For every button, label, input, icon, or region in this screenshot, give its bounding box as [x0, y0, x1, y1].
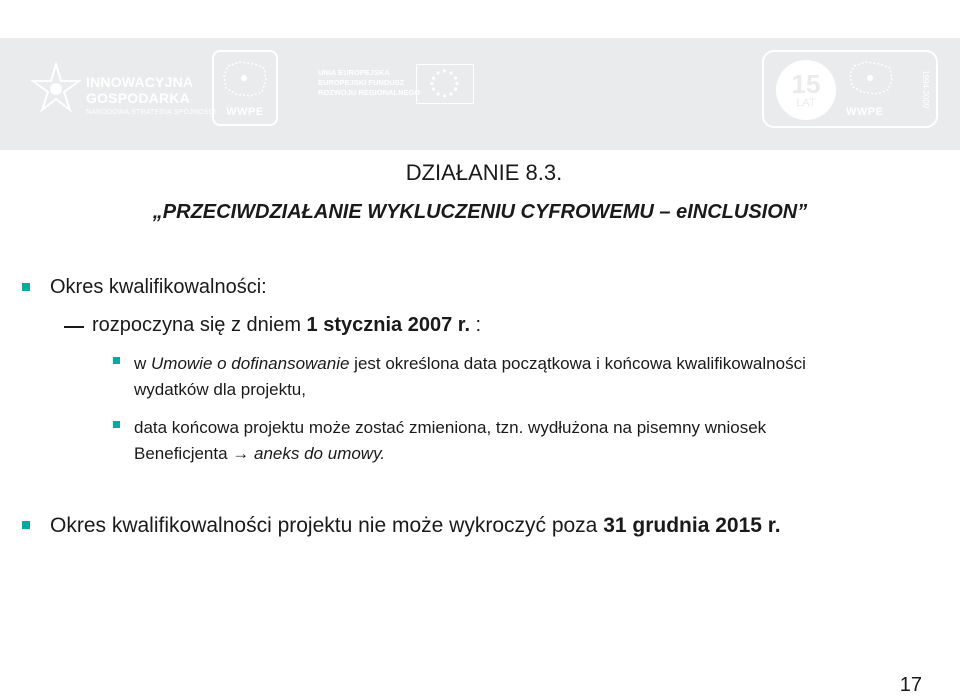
wwpe-15-lat-logo: [762, 50, 938, 128]
innowacyjna-gospodarka-logo: [30, 56, 217, 122]
item-umowa-line2: wydatków dla projektu,: [134, 380, 306, 399]
start-date-suffix: :: [470, 314, 482, 336]
start-date-value: 1 stycznia 2007 r.: [306, 314, 470, 336]
ig-line2: GOSPODARKA: [86, 90, 190, 106]
bullet-marker: [113, 421, 120, 428]
wwpe-logo: [212, 50, 278, 126]
end-date-value: 31 grudnia 2015 r.: [603, 514, 781, 537]
poland-map-icon: [214, 56, 276, 104]
eu-line2: EUROPEJSKI FUNDUSZ: [318, 78, 405, 87]
ig-line1: INNOWACYJNA: [86, 74, 194, 90]
item-umowa-prefix: w: [134, 354, 151, 373]
eu-flag-icon: [416, 64, 474, 104]
dash-marker: [64, 326, 84, 328]
star-icon: [30, 62, 82, 114]
item-data-koncowa: data końcowa projektu może zostać zmieniona, tzn. wydłużona na pisemny wniosek: [134, 418, 767, 437]
poland-map-icon: [844, 58, 900, 102]
badge-15-icon: [776, 60, 836, 120]
wwpe-15-text: WWPE: [846, 106, 884, 118]
bullet-marker: [22, 283, 30, 291]
eu-text: [318, 68, 420, 98]
slide-subtitle: „PRZECIWDZIAŁANIE WYKLUCZENIU CYFROWEMU – eINCLUSION”: [152, 201, 808, 223]
end-date-prefix: Okres kwalifikowalności projektu nie może wykroczyć poza: [50, 514, 604, 537]
bullet-okres-kwalifikowalnosci: Okres kwalifikowalności:: [50, 276, 267, 298]
item-umowa-text: jest określona data początkowa i końcowa kwalifikowalności: [349, 354, 806, 373]
beneficjent-text: Beneficjenta: [134, 444, 233, 463]
item-data-koncowa-line2: [134, 444, 385, 464]
page-number: 17: [899, 674, 922, 696]
eu-logo: [304, 58, 480, 112]
wwpe-text: WWPE: [226, 106, 264, 118]
item-umowa: [134, 354, 806, 374]
bullet-marker: [22, 521, 30, 529]
bullet-marker: [113, 357, 120, 364]
years-label: 1994-2009: [921, 69, 930, 109]
ig-title: [86, 74, 193, 106]
start-date-prefix: rozpoczyna się z dniem: [92, 314, 307, 336]
bullet-end-date: [50, 514, 781, 538]
arrow-right-icon: →: [232, 444, 250, 463]
eu-line1: UNIA EUROPEJSKA: [318, 68, 390, 77]
slide-title: DZIAŁANIE 8.3.: [405, 160, 563, 185]
sub-bullet-start-date: [92, 314, 481, 337]
badge-15-number: 15: [791, 69, 821, 99]
ig-subtitle: NARODOWA STRATEGIA SPÓJNOŚCI: [86, 109, 217, 116]
aneks-text: aneks do umowy.: [249, 444, 386, 463]
item-umowa-italic: Umowie o dofinansowanie: [151, 354, 350, 373]
eu-line3: ROZWOJU REGIONALNEGO: [318, 88, 421, 97]
badge-15-lat: LAT: [796, 97, 816, 109]
